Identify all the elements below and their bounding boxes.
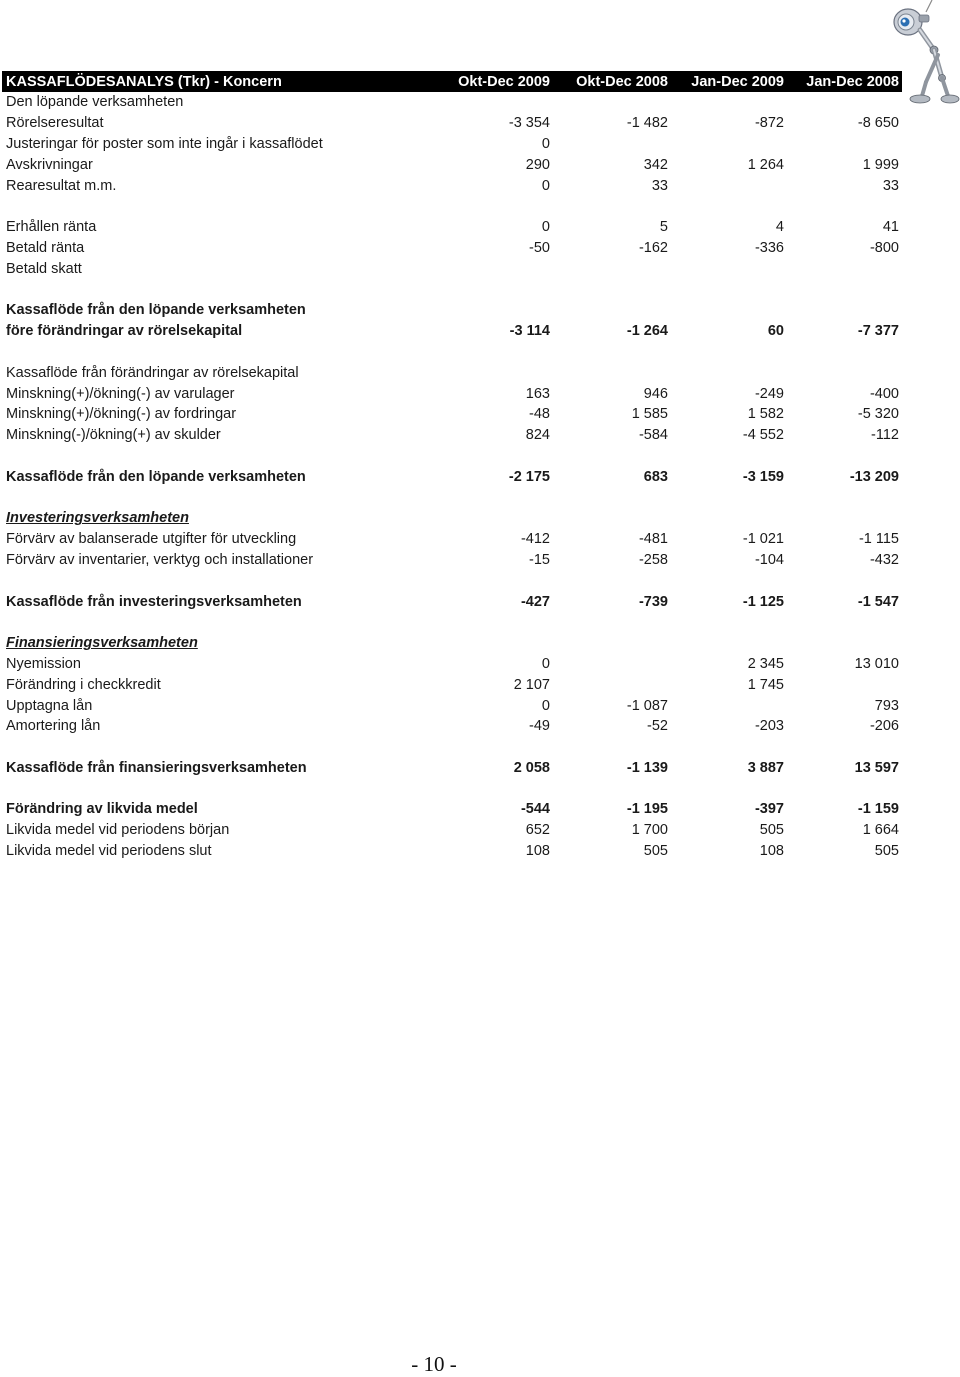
row-value: -432 (869, 551, 899, 568)
row-label: Kassaflöde från den löpande verksamheten (6, 302, 306, 319)
table-row (2, 321, 902, 342)
table-row (2, 654, 902, 675)
table-row (2, 217, 902, 238)
row-value: 652 (525, 822, 550, 839)
row-label: Förändring av likvida medel (6, 801, 198, 818)
spacer-row (2, 279, 902, 300)
row-value: -1 195 (626, 801, 668, 818)
table-body (2, 92, 902, 861)
row-value: 1 664 (862, 822, 899, 839)
row-value: -336 (754, 239, 784, 256)
row-value: 1 999 (862, 156, 899, 173)
table-row (2, 674, 902, 695)
row-label: Kassaflöde från förändringar av rörelsekapital (6, 364, 299, 381)
row-value: -52 (647, 718, 668, 735)
row-value: -7 377 (857, 323, 899, 340)
row-label: Kassaflöde från investeringsverksamheten (6, 593, 302, 610)
row-value: 824 (525, 427, 550, 444)
table-row (2, 238, 902, 259)
row-value: -1 482 (626, 115, 668, 132)
row-value: 33 (882, 177, 899, 194)
row-label: Likvida medel vid periodens början (6, 822, 230, 839)
cashflow-statement (2, 71, 902, 861)
row-value: 946 (643, 385, 668, 402)
table-row (2, 799, 902, 820)
row-value: 5 (659, 219, 668, 236)
spacer-row (2, 446, 902, 467)
table-row (2, 591, 902, 612)
row-value: -3 114 (509, 323, 550, 340)
row-value: -1 139 (626, 759, 668, 776)
row-value: 793 (874, 697, 899, 714)
row-value: -412 (520, 531, 550, 548)
spacer-row (2, 778, 902, 799)
row-value: -1 021 (742, 531, 784, 548)
row-value: -203 (754, 718, 784, 735)
row-label: Minskning(-)/ökning(+) av skulder (6, 427, 221, 444)
table-row (2, 300, 902, 321)
row-value: -5 320 (857, 406, 899, 423)
table-title: KASSAFLÖDESANALYS (Tkr) - Koncern (6, 73, 282, 90)
row-value: -400 (869, 385, 899, 402)
row-label: Förändring i checkkredit (6, 676, 161, 693)
row-value: 1 585 (631, 406, 668, 423)
row-value: -258 (638, 551, 668, 568)
row-label: Justeringar för poster som inte ingår i kassaflödet (6, 135, 323, 152)
row-label: Kassaflöde från den löpande verksamheten (6, 468, 306, 485)
row-value: 108 (525, 843, 550, 860)
row-value: 33 (651, 177, 668, 194)
row-value: -800 (869, 239, 899, 256)
row-value: 2 107 (513, 676, 550, 693)
row-value: 13 010 (854, 655, 899, 672)
row-value: 505 (643, 843, 668, 860)
row-label: Minskning(+)/ökning(-) av varulager (6, 385, 235, 402)
table-row (2, 841, 902, 862)
row-label: Betald ränta (6, 239, 85, 256)
table-row (2, 362, 902, 383)
row-value: 41 (882, 219, 899, 236)
row-label: Nyemission (6, 655, 81, 672)
row-value: -427 (520, 593, 550, 610)
table-row (2, 92, 902, 113)
row-label: Erhållen ränta (6, 219, 97, 236)
spacer-row (2, 196, 902, 217)
table-row (2, 633, 902, 654)
row-value: -872 (754, 115, 784, 132)
row-label: Förvärv av inventarier, verktyg och installationer (6, 551, 314, 568)
row-value: -8 650 (857, 115, 899, 132)
row-value: 290 (525, 156, 550, 173)
row-value: 13 597 (854, 759, 899, 776)
row-value: -544 (520, 801, 550, 818)
table-row (2, 258, 902, 279)
row-value: 1 582 (747, 406, 784, 423)
row-value: 4 (775, 219, 784, 236)
table-row (2, 716, 902, 737)
table-row (2, 175, 902, 196)
row-value: 0 (541, 219, 550, 236)
row-value: 1 264 (747, 156, 784, 173)
row-value: 505 (759, 822, 784, 839)
spacer-row (2, 737, 902, 758)
row-label: Betald skatt (6, 260, 82, 277)
row-value: 108 (759, 843, 784, 860)
column-header-jan-dec-2009: Jan-Dec 2009 (691, 73, 784, 90)
table-row (2, 466, 902, 487)
row-value: -3 354 (508, 115, 550, 132)
row-value: -249 (754, 385, 784, 402)
row-value: -1 087 (626, 697, 668, 714)
column-header-okt-dec-2009: Okt-Dec 2009 (458, 73, 550, 90)
row-value: 2 058 (513, 759, 550, 776)
row-value: -50 (529, 239, 550, 256)
row-label: Kassaflöde från finansieringsverksamheten (6, 759, 307, 776)
table-row (2, 550, 902, 571)
table-row (2, 508, 902, 529)
row-value: -104 (754, 551, 784, 568)
row-value: 163 (525, 385, 550, 402)
row-value: 1 700 (631, 822, 668, 839)
row-label: Investeringsverksamheten (6, 510, 189, 527)
row-value: -4 552 (742, 427, 784, 444)
row-label: Förvärv av balanserade utgifter för utveckling (6, 531, 297, 548)
table-row (2, 134, 902, 155)
row-value: -1 115 (858, 531, 899, 548)
row-value: -49 (529, 718, 550, 735)
table-row (2, 529, 902, 550)
table-row (2, 758, 902, 779)
spacer-row (2, 487, 902, 508)
table-header (2, 71, 902, 92)
row-value: 3 887 (747, 759, 784, 776)
row-label: Amortering lån (6, 718, 101, 735)
row-value: 0 (541, 697, 550, 714)
table-row (2, 113, 902, 134)
row-value: -206 (869, 718, 899, 735)
row-label: Rörelseresultat (6, 115, 104, 132)
row-label: Likvida medel vid periodens slut (6, 843, 212, 860)
row-label: Avskrivningar (6, 156, 93, 173)
row-value: 342 (643, 156, 668, 173)
row-label: före förändringar av rörelsekapital (6, 323, 243, 340)
row-value: -1 125 (742, 593, 784, 610)
table-row (2, 820, 902, 841)
row-label: Finansieringsverksamheten (6, 635, 198, 652)
row-value: -48 (529, 406, 550, 423)
row-value: -1 159 (857, 801, 899, 818)
spacer-row (2, 570, 902, 591)
column-header-jan-dec-2008: Jan-Dec 2008 (806, 73, 899, 90)
row-value: 1 745 (747, 676, 784, 693)
row-value: 0 (541, 135, 550, 152)
row-value: -162 (638, 239, 668, 256)
table-row (2, 383, 902, 404)
row-value: -2 175 (508, 468, 550, 485)
spacer-row (2, 612, 902, 633)
row-value: 0 (541, 177, 550, 194)
table-row (2, 404, 902, 425)
column-header-okt-dec-2008: Okt-Dec 2008 (576, 73, 668, 90)
row-value: 0 (541, 655, 550, 672)
row-label: Den löpande verksamheten (6, 94, 184, 111)
row-value: -1 264 (626, 323, 668, 340)
row-value: 2 345 (747, 655, 784, 672)
table-row (2, 425, 902, 446)
page-number: - 10 - (411, 1352, 457, 1376)
row-value: -584 (638, 427, 668, 444)
table-row (2, 154, 902, 175)
row-value: -397 (754, 801, 784, 818)
row-label: Upptagna lån (6, 697, 93, 714)
row-value: 60 (767, 323, 784, 340)
spacer-row (2, 342, 902, 363)
row-value: 683 (643, 468, 668, 485)
row-value: 505 (874, 843, 899, 860)
row-label: Rearesultat m.m. (6, 177, 117, 194)
row-value: -13 209 (849, 468, 899, 485)
row-value: -739 (638, 593, 668, 610)
row-value: -481 (638, 531, 668, 548)
table-row (2, 695, 902, 716)
row-value: -1 547 (857, 593, 899, 610)
row-value: -3 159 (742, 468, 784, 485)
row-value: -112 (871, 427, 899, 444)
row-label: Minskning(+)/ökning(-) av fordringar (6, 406, 237, 423)
row-value: -15 (529, 551, 550, 568)
